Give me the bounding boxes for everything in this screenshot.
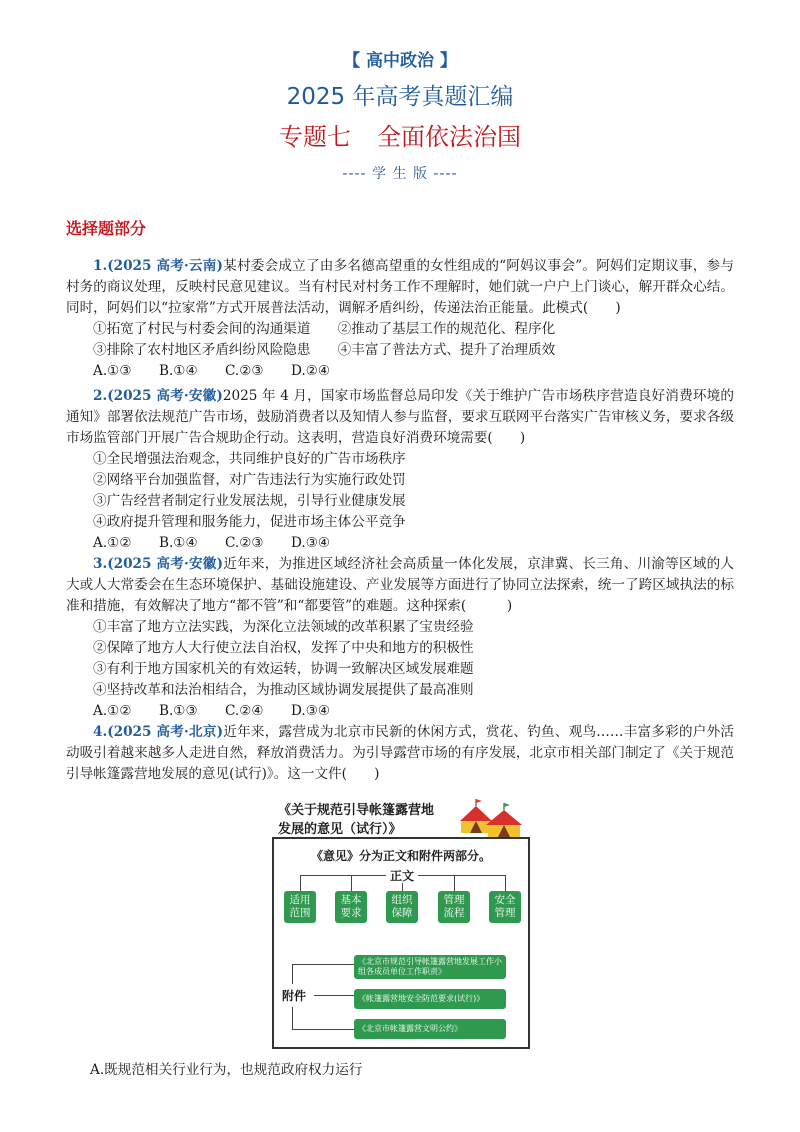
document-structure-figure (272, 797, 534, 1052)
annex-item: 《帐篷露营地安全防范要求(试行)》 (354, 989, 506, 1009)
question-number: 3. (93, 556, 108, 572)
annex-item: 《北京市帐篷露营文明公约》 (354, 1019, 506, 1039)
choice-d: D.③④ (291, 703, 331, 719)
question-stem (66, 722, 734, 785)
main-item: 管理 流程 (438, 891, 470, 923)
question-4 (66, 722, 734, 785)
choice-d: D.③④ (291, 535, 331, 551)
topic-name: 全面依法治国 (377, 123, 521, 151)
choice-a: A.①③ (93, 363, 132, 379)
question-1 (66, 256, 734, 382)
option-line: ①拓宽了村民与村委会间的沟通渠道 ②推动了基层工作的规范化、程序化 (93, 321, 556, 337)
option-line: ④坚持改革和法治相结合，为推动区域协调发展提供了最高准则 (93, 682, 474, 698)
question-text: 2025 年 4 月，国家市场监督总局印发《关于维护广告市场秩序营造良好消费环境的通知》部署依法规范广告市场，鼓励消费者以及知情人参与监督，要求互联网平台落实广告审核义务，要求各级市场监管部门开展广告合规助企行动。这表明，营造良好消费环境需要( ) (66, 388, 734, 446)
figure-intro: 《意见》分为正文和附件两部分。 (310, 849, 491, 863)
answer-choices (66, 361, 734, 382)
annex-label: 附件 (282, 989, 307, 1003)
question-stem (66, 256, 734, 319)
question-2 (66, 386, 734, 554)
figure-title (278, 801, 458, 839)
figure-title-line: 发展的意见（试行）》 (278, 822, 402, 837)
figure-box (272, 837, 530, 1049)
choice-b: B.①④ (159, 363, 198, 379)
choice-a: A.①② (93, 703, 132, 719)
main-item: 安全 管理 (489, 891, 521, 923)
question-stem (66, 386, 734, 449)
option-line: ③有利于地方国家机关的有效运转，协调一致解决区域发展难题 (93, 661, 474, 677)
choice-a: A.①② (93, 535, 132, 551)
question-source: (2025 高考·云南) (107, 258, 223, 274)
question-4-choice-a: A.既规范相关行业行为，也规范政府权力运行 (90, 1062, 363, 1078)
choice-c: C.②③ (225, 535, 264, 551)
main-item: 适用 范围 (284, 891, 316, 923)
question-text: 近年来，露营成为北京市民新的休闲方式，赏花、钓鱼、观鸟……丰富多彩的户外活动吸引着越来越多人走进自然，释放消费活力。为引导露营市场的有序发展，北京市相关部门制定了《关于规范引导帐篷露营地发展的意见(试行)》。这一文件( ) (66, 724, 734, 782)
choice-b: B.①④ (159, 535, 198, 551)
main-text-label: 正文 (386, 867, 418, 884)
question-3 (66, 554, 734, 722)
document-title: 2025 年高考真题汇编 (286, 84, 514, 110)
figure-title-line: 《关于规范引导帐篷露营地 (278, 803, 435, 818)
choice-d: D.②④ (291, 363, 331, 379)
topic-number: 专题七 (279, 123, 351, 151)
question-source: (2025 高考·北京) (107, 724, 224, 740)
question-source: (2025 高考·安徽) (107, 556, 224, 572)
subject-label: 【 高中政治 】 (343, 51, 457, 71)
choice-c: C.②④ (225, 703, 264, 719)
tent-icon (458, 797, 530, 839)
annex-item: 《北京市规范引导帐篷露营地发展工作小组各成员单位工作职责》 (354, 955, 506, 979)
question-number: 4. (93, 724, 108, 740)
option-line: ③排除了农村地区矛盾纠纷风险隐患 ④丰富了普法方式、提升了治理质效 (93, 342, 556, 358)
question-text: 某村委会成立了由多名德高望重的女性组成的“阿妈议事会”。阿妈们定期议事，参与村务的商议处理，反映村民意见建议。当有村民对村务工作不理解时，她们就一户户上门谈心，解开群众心结。同时，阿妈们以“拉家常”方式开展普法活动，调解矛盾纠纷，传递法治正能量。此模式( ) (66, 258, 734, 316)
choice-b: B.①③ (159, 703, 198, 719)
main-item: 组织 保障 (386, 891, 418, 923)
answer-choices (66, 533, 734, 554)
answer-choices (66, 701, 734, 722)
question-stem (66, 554, 734, 617)
option-line: ①丰富了地方立法实践，为深化立法领域的改革积累了宝贵经验 (93, 619, 474, 635)
question-text: 近年来，为推进区域经济社会高质量一体化发展，京津冀、长三角、川渝等区域的人大或人大常委会在生态环境保护、基础设施建设、产业发展等方面进行了协同立法探索，统一了跨区域执法的标准和措施，有效解决了地方“都不管”和“都要管”的难题。这种探索( ) (66, 556, 734, 614)
question-number: 1. (93, 258, 108, 274)
section-title: 选择题部分 (66, 219, 147, 238)
option-line: ③广告经营者制定行业发展法规，引导行业健康发展 (93, 493, 406, 509)
question-number: 2. (93, 388, 108, 404)
topic-title (0, 117, 800, 152)
option-line: ①全民增强法治观念，共同维护良好的广告市场秩序 (93, 451, 406, 467)
option-line: ④政府提升管理和服务能力，促进市场主体公平竞争 (93, 514, 406, 530)
option-line: ②网络平台加强监督，对广告违法行为实施行政处罚 (93, 472, 406, 488)
option-line: ②保障了地方人大行使立法自治权，发挥了中央和地方的积极性 (93, 640, 474, 656)
question-source: (2025 高考·安徽) (107, 388, 223, 404)
choice-c: C.②③ (225, 363, 264, 379)
edition-label: ---- 学 生 版 ---- (342, 166, 458, 182)
main-item: 基本 要求 (335, 891, 367, 923)
